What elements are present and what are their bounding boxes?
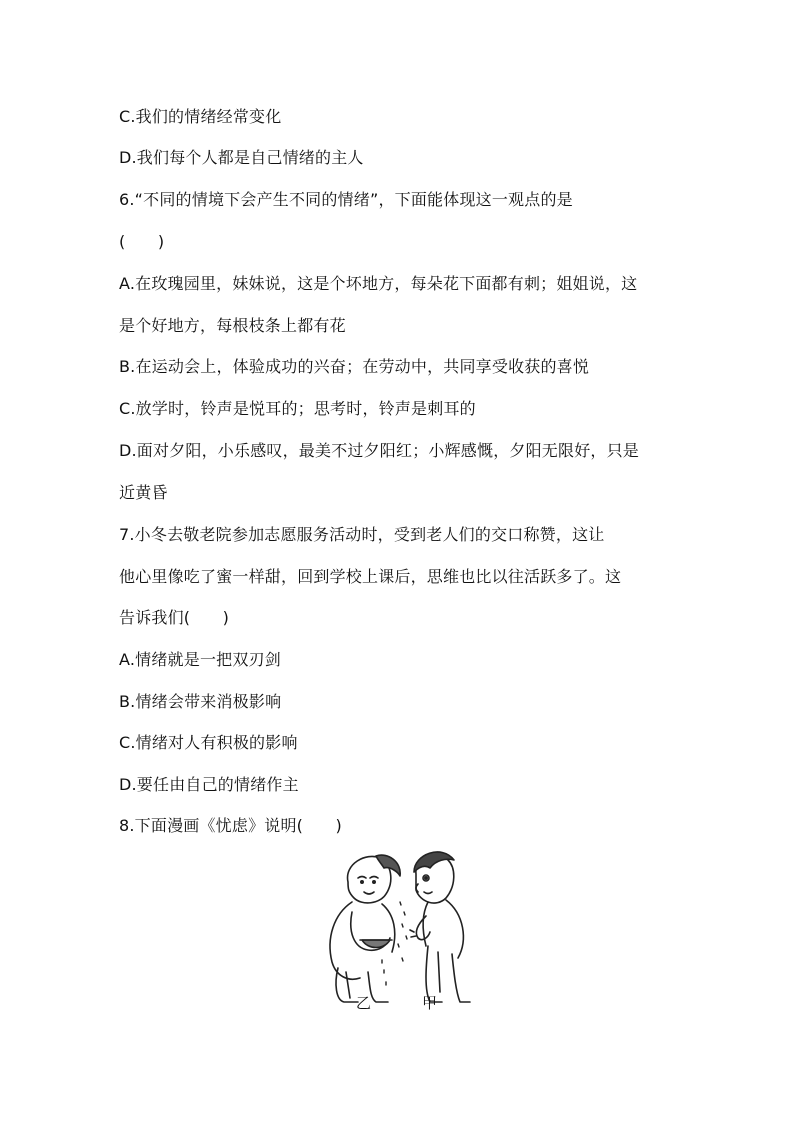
cartoon-drawing [318,842,478,1017]
q5-option-c: C.我们的情绪经常变化 [119,107,282,126]
cartoon-label-jia: 甲 [422,994,438,1012]
q8-stem: 8.下面漫画《忧虑》说明( ) [119,816,342,835]
q7-option-d: D.要任由自己的情绪作主 [119,775,299,794]
q6-option-d-line1: D.面对夕阳，小乐感叹，最美不过夕阳红；小辉感慨，夕阳无限好，只是 [119,441,640,460]
q7-option-a: A.情绪就是一把双刃剑 [119,650,281,669]
q6-option-b: B.在运动会上，体验成功的兴奋；在劳动中，共同享受收获的喜悦 [119,357,590,376]
worry-cartoon [318,842,478,1017]
q5-option-d: D.我们每个人都是自己情绪的主人 [119,148,364,167]
q7-option-c: C.情绪对人有积极的影响 [119,733,298,752]
q6-option-a-line1: A.在玫瑰园里，妹妹说，这是个坏地方，每朵花下面都有刺；姐姐说，这 [119,274,638,293]
q6-option-d-line2: 近黄昏 [119,483,168,502]
q7-stem-line2: 他心里像吃了蜜一样甜，回到学校上课后，思维也比以往活跃多了。这 [119,567,622,586]
q7-stem-line1: 7.小冬去敬老院参加志愿服务活动时，受到老人们的交口称赞，这让 [119,525,605,544]
cartoon-label-yi: 乙 [356,994,372,1012]
q7-stem-line3: 告诉我们( ) [119,608,230,627]
q6-stem: 6.“不同的情境下会产生不同的情绪”，下面能体现这一观点的是 [119,190,573,209]
q6-option-a-line2: 是个好地方，每根枝条上都有花 [119,316,346,335]
q7-option-b: B.情绪会带来消极影响 [119,692,282,711]
q6-option-c: C.放学时，铃声是悦耳的；思考时，铃声是刺耳的 [119,399,476,418]
q6-answer-blank: ( ) [119,232,165,251]
